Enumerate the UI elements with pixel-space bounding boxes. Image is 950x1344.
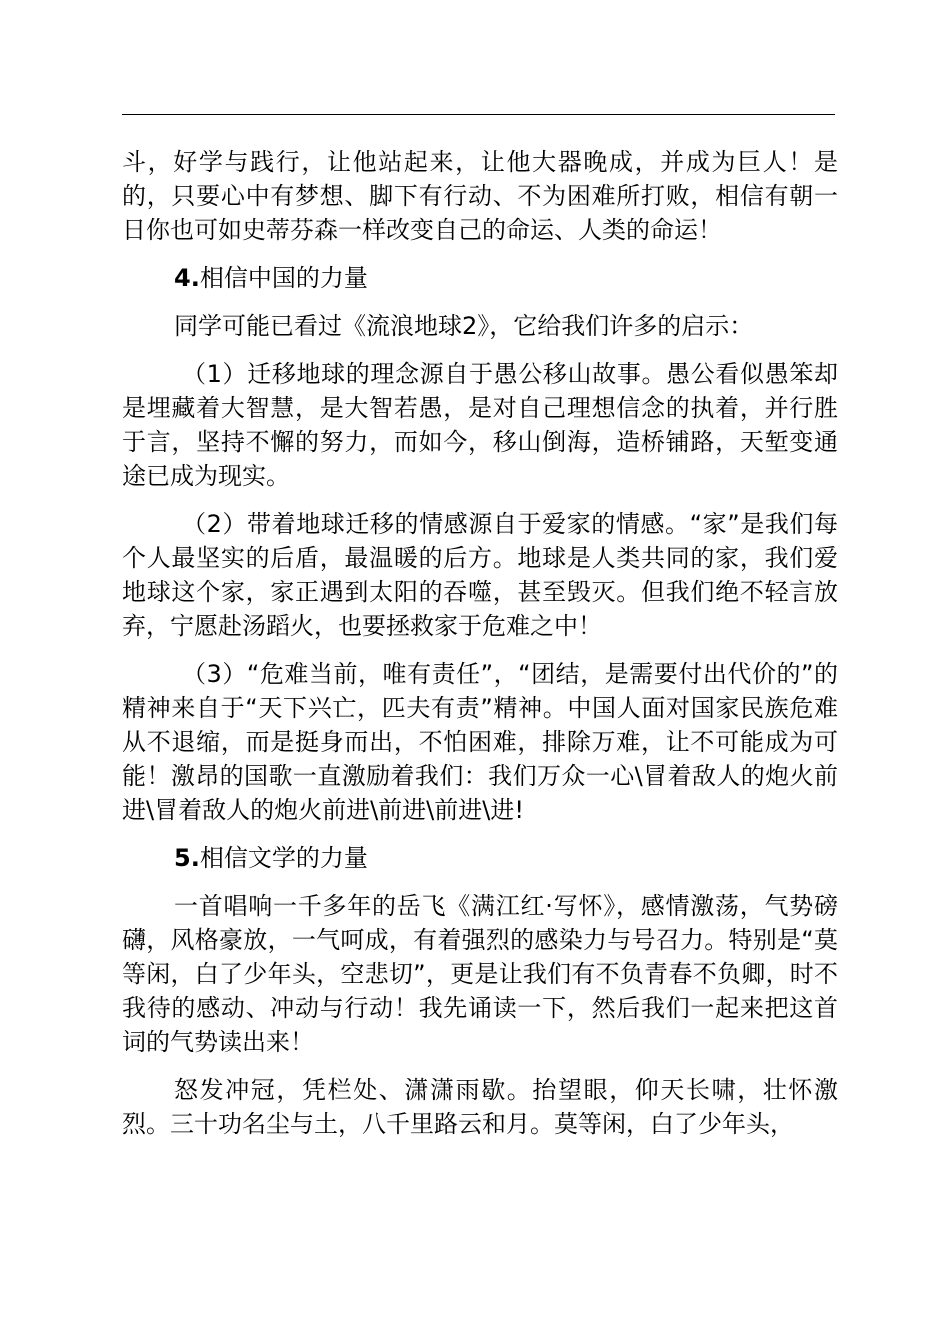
- section-number: 4.: [174, 264, 200, 292]
- paragraph-continuation: 斗，好学与践行，让他站起来，让他大器晚成，并成为巨人！是的，只要心中有梦想、脚下有行动、不为困难所打败，相信有朝一日你也可如史蒂芬森一样改变自己的命运、人类的命运！: [122, 148, 838, 244]
- document-body: [122, 145, 838, 1141]
- paragraph-poem: 怒发冲冠，凭栏处、潇潇雨歇。抬望眼，仰天长啸，壮怀激烈。三十功名尘与土，八千里路云和月。莫等闲，白了少年头，: [122, 1076, 838, 1138]
- section-title: 相信中国的力量: [199, 264, 368, 292]
- paragraph-intro: 同学可能已看过《流浪地球2》，它给我们许多的启示：: [174, 312, 754, 340]
- section-number: 5.: [174, 844, 200, 872]
- paragraph-point-1: （1）迁移地球的理念源自于愚公移山故事。愚公看似愚笨却是埋藏着大智慧，是大智若愚，是对自己理想信念的执着，并行胜于言，坚持不懈的努力，而如今，移山倒海，造桥铺路，天堑变通途已成为现实。: [122, 360, 838, 490]
- paragraph-point-3: （3）“危难当前，唯有责任”，“团结，是需要付出代价的”的精神来自于“天下兴亡，匹夫有责”精神。中国人面对国家民族危难从不退缩，而是挺身而出，不怕困难，排除万难，让不可能成为可能！激昂的国歌一直激励着我们：我们万众一心\冒着敌人的炮火前进\冒着敌人的炮火前进\前进\前进\进!: [122, 660, 838, 824]
- paragraph-point-2: （2）带着地球迁移的情感源自于爱家的情感。“家”是我们每个人最坚实的后盾，最温暖的后方。地球是人类共同的家，我们爱地球这个家，家正遇到太阳的吞噬，甚至毁灭。但我们绝不轻言放弃，宁愿赴汤蹈火，也要拯救家于危难之中！: [122, 510, 838, 640]
- section-heading-5: [122, 841, 838, 875]
- header-rule: [122, 114, 835, 115]
- paragraph-poem-intro: 一首唱响一千多年的岳飞《满江红·写怀》，感情激荡，气势磅礴，风格豪放，一气呵成，有着强烈的感染力与号召力。特别是“莫等闲，白了少年头，空悲切”，更是让我们有不负青春不负卿，时不我待的感动、冲动与行动！我先诵读一下，然后我们一起来把这首词的气势读出来！: [122, 892, 838, 1056]
- section-heading-4: [122, 261, 838, 295]
- section-title: 相信文学的力量: [199, 844, 368, 872]
